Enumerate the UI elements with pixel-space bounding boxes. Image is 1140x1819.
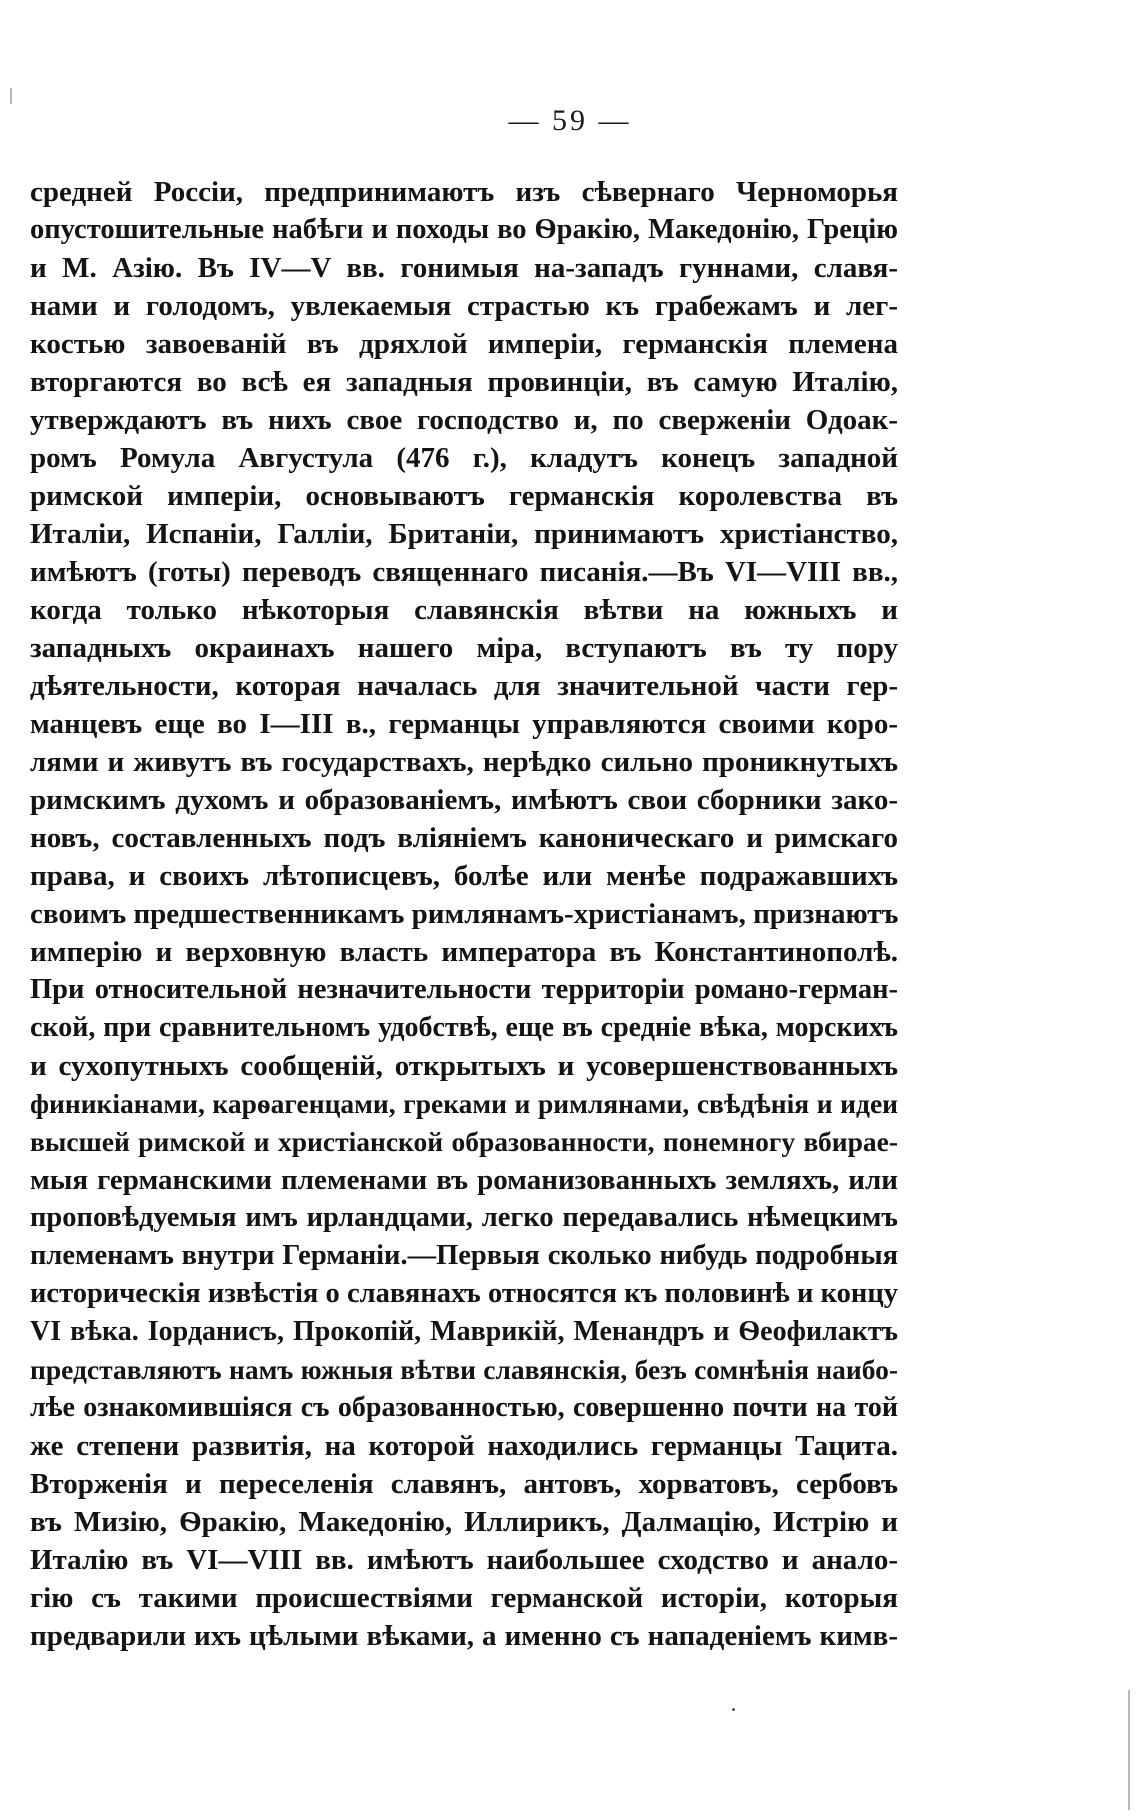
text-line: вторгаются во всѣ ея западныя провинціи, въ самую Италію,	[30, 366, 898, 398]
text-line: римской имперіи, основываютъ германскія королевства въ	[30, 480, 898, 512]
text-line: Вторженія и переселенія славянъ, антовъ, хорватовъ, сербовъ	[30, 1468, 898, 1500]
text-line: своимъ предшественникамъ римлянамъ-христіанамъ, признаютъ	[30, 898, 898, 930]
text-line: ской, при сравнительномъ удобствѣ, еще въ средніе вѣка, морскихъ	[30, 1012, 898, 1043]
text-line: утверждаютъ въ нихъ свое господство и, по сверженіи Одоак-	[30, 404, 898, 436]
text-line: средней Россіи, предпринимаютъ изъ сѣвернаго Черноморья	[30, 176, 898, 208]
text-line: высшей римской и христіанской образованности, понемногу вбирае-	[30, 1126, 898, 1157]
text-line: костью завоеваній въ дряхлой имперіи, германскія племена	[30, 328, 898, 360]
text-line: манцевъ еще во I—III в., германцы управляются своими коро-	[30, 708, 898, 740]
text-line: историческія извѣстія о славянахъ относятся къ половинѣ и концу	[30, 1278, 898, 1309]
text-line: въ Мизію, Ѳракію, Македонію, Иллирикъ, Далмацію, Истрію и	[30, 1506, 898, 1538]
text-line: опустошительные набѣги и походы во Ѳракію, Македонію, Грецію	[30, 214, 898, 245]
page-number-header: — 59 —	[508, 104, 632, 137]
text-line: предварили ихъ цѣлыми вѣками, а именно съ нападеніемъ кимв-	[30, 1620, 898, 1652]
text-line: права, и своихъ лѣтописцевъ, болѣе или менѣе подражавшихъ	[30, 860, 898, 892]
text-line: же степени развитія, на которой находились германцы Тацита.	[30, 1430, 898, 1462]
text-line: и М. Азію. Въ IV—V вв. гонимыя на-западъ гуннами, славя-	[30, 252, 898, 284]
text-line: проповѣдуемыя имъ ирландцами, легко передавались нѣмецкимъ	[30, 1202, 898, 1233]
text-line: При относительной незначительности территоріи романо-герман-	[30, 974, 898, 1005]
text-line: новъ, составленныхъ подъ вліяніемъ каноническаго и римскаго	[30, 822, 898, 854]
right-edge-mark	[1128, 1690, 1130, 1810]
text-line: племенамъ внутри Германіи.—Первыя сколько нибудь подробныя	[30, 1240, 898, 1271]
text-line: дѣятельности, которая началась для значительной части гер-	[30, 670, 898, 702]
text-line: представляютъ намъ южныя вѣтви славянскія, безъ сомнѣнія наибо-	[30, 1354, 898, 1385]
text-line: имперію и верховную власть императора въ Константинополѣ.	[30, 936, 898, 968]
text-line: Италіи, Испаніи, Галліи, Британіи, принимаютъ христіанство,	[30, 518, 898, 550]
text-line: лѣе ознакомившіяся съ образованностью, совершенно почти на той	[30, 1392, 898, 1423]
text-line: гію съ такими происшествіями германской исторіи, которыя	[30, 1582, 898, 1614]
text-line: имѣютъ (готы) переводъ священнаго писанія.—Въ VI—VIII вв.,	[30, 556, 898, 588]
text-line: VI вѣка. Іорданисъ, Прокопій, Маврикій, Менандръ и Ѳеофилактъ	[30, 1316, 898, 1347]
text-line: ромъ Ромула Августула (476 г.), кладутъ конецъ западной	[30, 442, 898, 474]
text-line: мыя германскими племенами въ романизованныхъ земляхъ, или	[30, 1164, 898, 1196]
body-text	[30, 173, 898, 1655]
ink-speck	[732, 1708, 735, 1711]
text-line: лями и живутъ въ государствахъ, нерѣдко сильно проникнутыхъ	[30, 746, 898, 778]
text-line: западныхъ окраинахъ нашего міра, вступаютъ въ ту пору	[30, 632, 898, 664]
text-line: нами и голодомъ, увлекаемыя страстью къ грабежамъ и лег-	[30, 290, 898, 322]
text-line: финикіанами, карѳагенцами, греками и римлянами, свѣдѣнія и идеи	[30, 1088, 898, 1119]
text-line: и сухопутныхъ сообщеній, открытыхъ и усовершенствованныхъ	[30, 1050, 898, 1082]
left-edge-mark	[10, 88, 12, 104]
text-line: Италію въ VI—VIII вв. имѣютъ наибольшее сходство и анало-	[30, 1544, 898, 1576]
text-line: когда только нѣкоторыя славянскія вѣтви на южныхъ и	[30, 594, 898, 626]
text-line: римскимъ духомъ и образованіемъ, имѣютъ свои сборники зако-	[30, 784, 898, 816]
